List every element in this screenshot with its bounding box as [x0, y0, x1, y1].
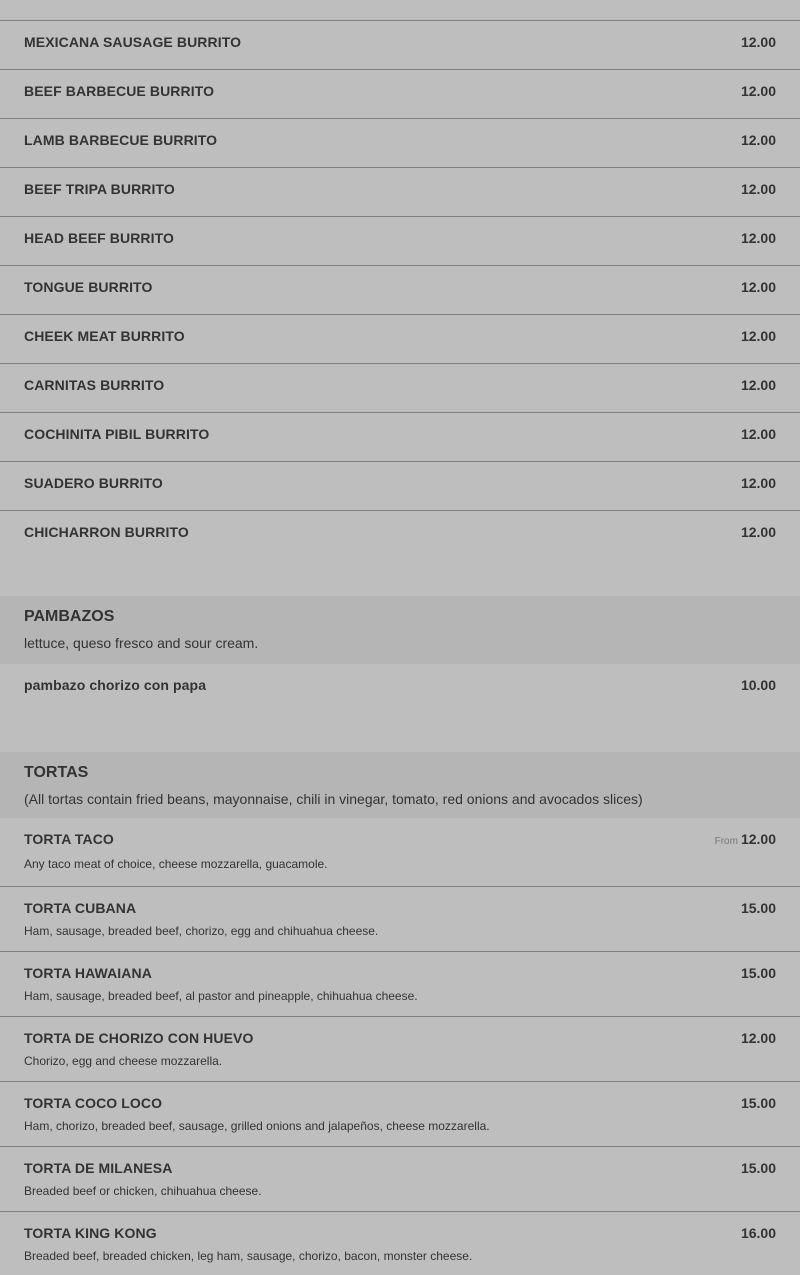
menu-item[interactable] [0, 412, 800, 461]
menu-item[interactable] [0, 20, 800, 69]
menu-item[interactable] [0, 951, 800, 1016]
menu-item-price: 12.00 [740, 831, 776, 847]
menu-item[interactable] [0, 664, 800, 752]
menu-item-name: TORTA DE CHORIZO CON HUEVO [24, 1030, 254, 1046]
menu-item-description: Breaded beef, breaded chicken, leg ham, sausage, chorizo, bacon, monster cheese. [24, 1249, 473, 1263]
section-title: TORTAS [24, 764, 89, 781]
menu-item-price: 15.00 [740, 1095, 776, 1111]
menu-item[interactable] [0, 1211, 800, 1275]
menu-item-name: TORTA COCO LOCO [24, 1095, 163, 1111]
menu-item-description: Chorizo, egg and cheese mozzarella. [24, 1054, 223, 1068]
menu-item-price: 12.00 [740, 34, 776, 50]
menu-item[interactable] [0, 1016, 800, 1081]
menu-item-name: TORTA CUBANA [24, 900, 137, 916]
menu-item-description: Ham, sausage, breaded beef, al pastor and pineapple, chihuahua cheese. [24, 989, 418, 1003]
menu-item[interactable] [0, 363, 800, 412]
menu-item-name: CARNITAS BURRITO [24, 377, 165, 393]
menu-item[interactable] [0, 510, 800, 596]
menu-item-price: 12.00 [740, 1030, 776, 1046]
menu-item-price: 12.00 [740, 83, 776, 99]
menu-item-name: BEEF TRIPA BURRITO [24, 181, 175, 197]
menu-item-name: BEEF BARBECUE BURRITO [24, 83, 215, 99]
menu-item[interactable] [0, 1146, 800, 1211]
menu-item-description: Breaded beef or chicken, chihuahua cheese. [24, 1184, 262, 1198]
menu-item-price: 12.00 [740, 475, 776, 491]
menu-item[interactable] [0, 818, 800, 886]
menu-item-price: 15.00 [740, 965, 776, 981]
section-subtitle: (All tortas contain fried beans, mayonnaise, chili in vinegar, tomato, red onions and avocados slices) [24, 791, 643, 807]
menu-item-price: 12.00 [740, 426, 776, 442]
menu-item[interactable] [0, 118, 800, 167]
menu-item-name: LAMB BARBECUE BURRITO [24, 132, 218, 148]
menu-item[interactable] [0, 265, 800, 314]
menu-item-name: MEXICANA SAUSAGE BURRITO [24, 34, 242, 50]
menu-item[interactable] [0, 167, 800, 216]
menu-item[interactable] [0, 216, 800, 265]
menu-item-price: 12.00 [740, 524, 776, 540]
menu-item-name: TONGUE BURRITO [24, 279, 153, 295]
menu-item-name: TORTA TACO [24, 831, 114, 847]
menu-item-price: 12.00 [740, 230, 776, 246]
menu-item-price: 12.00 [740, 328, 776, 344]
section-header-tortas [0, 752, 800, 818]
menu-item-price: 12.00 [740, 132, 776, 148]
menu-item-name: CHICHARRON BURRITO [24, 524, 189, 540]
from-label: From [714, 836, 738, 847]
menu-item-name: COCHINITA PIBIL BURRITO [24, 426, 210, 442]
section-title: PAMBAZOS [24, 608, 115, 625]
menu-item-name: pambazo chorizo con papa [24, 677, 207, 693]
menu-item-description: Ham, chorizo, breaded beef, sausage, grilled onions and jalapeños, cheese mozzarella. [24, 1119, 490, 1133]
menu-item[interactable] [0, 886, 800, 951]
menu-item[interactable] [0, 461, 800, 510]
burrito-list [0, 20, 800, 596]
menu-item-price: 12.00 [740, 181, 776, 197]
menu-item-name: HEAD BEEF BURRITO [24, 230, 175, 246]
menu-item-name: SUADERO BURRITO [24, 475, 163, 491]
section-subtitle: lettuce, queso fresco and sour cream. [24, 635, 259, 651]
menu-item-price: 15.00 [740, 1160, 776, 1176]
menu-item-price: 10.00 [740, 677, 776, 693]
menu-item[interactable] [0, 69, 800, 118]
menu-item-price: 15.00 [740, 900, 776, 916]
menu-item[interactable] [0, 314, 800, 363]
menu-item-price: 12.00 [740, 377, 776, 393]
menu-item[interactable] [0, 1081, 800, 1146]
menu-item-description: Any taco meat of choice, cheese mozzarella, guacamole. [24, 857, 328, 871]
section-header-pambazos [0, 596, 800, 664]
menu-item-price: 16.00 [740, 1225, 776, 1241]
menu-item-description: Ham, sausage, breaded beef, chorizo, egg and chihuahua cheese. [24, 924, 379, 938]
menu-item-name: TORTA KING KONG [24, 1225, 157, 1241]
menu-item-price: 12.00 [740, 279, 776, 295]
menu-item-name: CHEEK MEAT BURRITO [24, 328, 185, 344]
menu-item-name: TORTA HAWAIANA [24, 965, 152, 981]
top-spacer [0, 0, 800, 20]
menu-item-name: TORTA DE MILANESA [24, 1160, 173, 1176]
